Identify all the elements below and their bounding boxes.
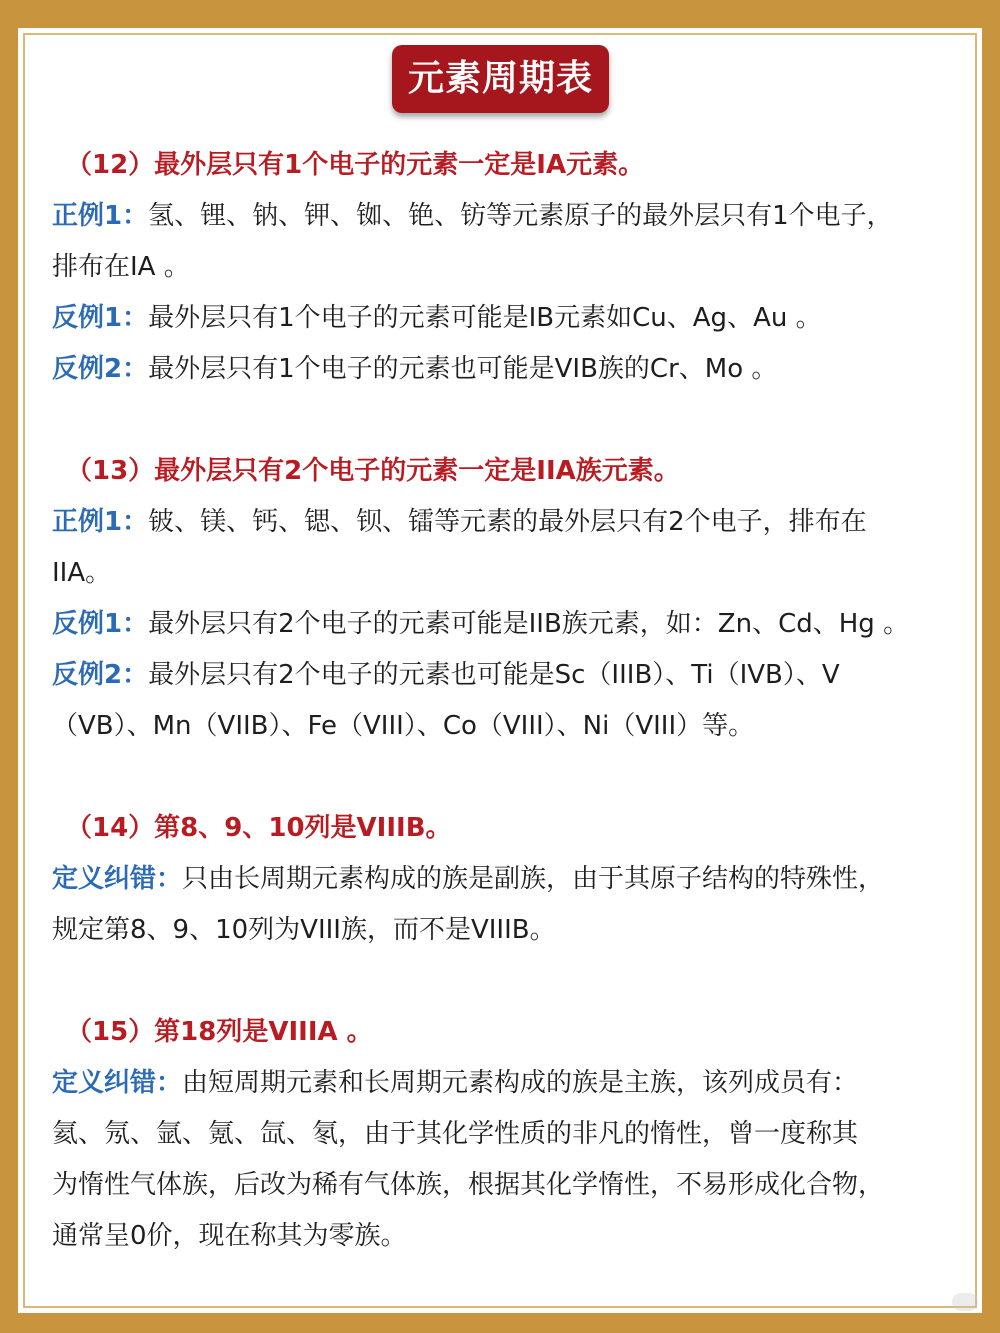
counter-example-line-continued: （VB）、Mn（VIIB）、Fe（VIII）、Co（VIII）、Ni（VIII）等。 (52, 711, 755, 741)
example-line (52, 191, 957, 242)
counter-example-line (52, 650, 957, 701)
watermark-mark (952, 1293, 978, 1311)
counter-example-label: 反例1： (52, 303, 149, 333)
counter-example-label: 反例2： (52, 660, 149, 690)
section-spacer (52, 752, 957, 803)
example-line (52, 497, 957, 548)
counter-example-line (52, 599, 957, 650)
example-label: 正例1： (52, 507, 149, 537)
example-label: 正例1： (52, 201, 149, 231)
section-spacer (52, 395, 957, 446)
page-title: 元素周期表 (392, 45, 609, 113)
example-line-continued: 排布在IA 。 (52, 252, 190, 282)
counter-example-label: 反例1： (52, 609, 149, 639)
content-area (52, 140, 957, 1262)
section-heading-13: （13）最外层只有2个电子的元素一定是IIA族元素。 (66, 456, 680, 486)
definition-line (52, 854, 957, 905)
counter-example-text: 最外层只有2个电子的元素可能是IIB族元素，如：Zn、Cd、Hg 。 (148, 609, 910, 639)
counter-example-text: 最外层只有2个电子的元素也可能是Sc（IIIB）、Ti（IVB）、V (148, 660, 840, 690)
definition-label: 定义纠错： (52, 864, 183, 894)
section-heading-14: （14）第8、9、10列是VIIIB。 (66, 813, 452, 843)
definition-text: 由短周期元素和长周期元素构成的族是主族，该列成员有： (182, 1068, 859, 1098)
definition-line-continued: 为惰性气体族，后改为稀有气体族，根据其化学惰性，不易形成化合物， (52, 1170, 885, 1200)
counter-example-line (52, 293, 957, 344)
definition-line-continued: 规定第8、9、10列为VIII族，而不是VIIIB。 (52, 915, 556, 945)
definition-line-continued: 氦、氖、氩、氪、氙、氡，由于其化学性质的非凡的惰性，曾一度称其 (52, 1119, 859, 1149)
section-heading-12: （12）最外层只有1个电子的元素一定是IA元素。 (66, 150, 645, 180)
example-text: 氢、锂、钠、钾、铷、铯、钫等元素原子的最外层只有1个电子， (148, 201, 893, 231)
counter-example-label: 反例2： (52, 354, 149, 384)
definition-label: 定义纠错： (52, 1068, 183, 1098)
counter-example-text: 最外层只有1个电子的元素可能是IB元素如Cu、Ag、Au 。 (148, 303, 822, 333)
definition-line-continued: 通常呈0价，现在称其为零族。 (52, 1221, 407, 1251)
section-spacer (52, 956, 957, 1007)
definition-text: 只由长周期元素构成的族是副族，由于其原子结构的特殊性， (182, 864, 885, 894)
counter-example-text: 最外层只有1个电子的元素也可能是VIB族的Cr、Mo 。 (148, 354, 778, 384)
example-text: 铍、镁、钙、锶、钡、镭等元素的最外层只有2个电子，排布在 (148, 507, 867, 537)
section-heading-15: （15）第18列是VIIIA 。 (66, 1017, 373, 1047)
example-line-continued: IIA。 (52, 558, 112, 588)
definition-line (52, 1058, 957, 1109)
counter-example-line (52, 344, 957, 395)
